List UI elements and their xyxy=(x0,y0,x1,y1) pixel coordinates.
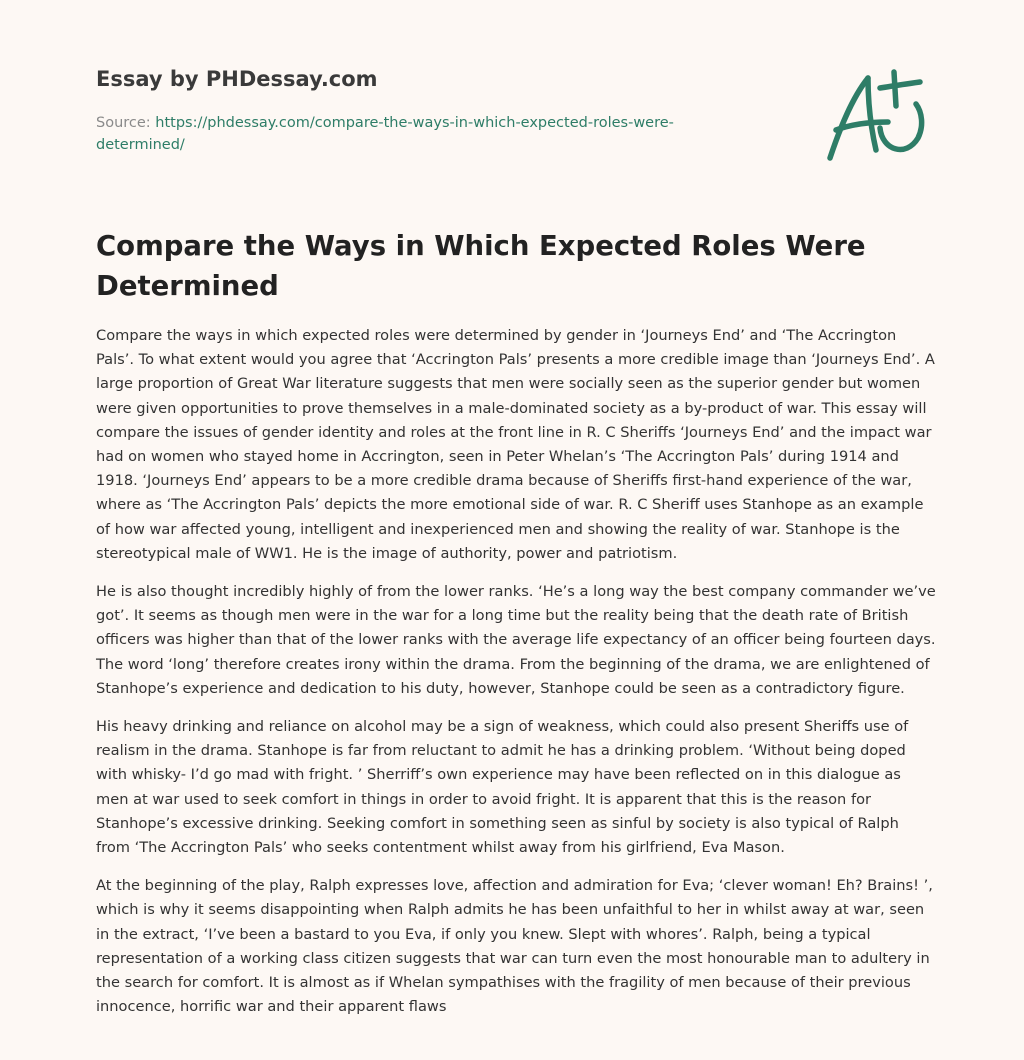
site-brand: Essay by PHDessay.com xyxy=(96,67,378,91)
source-label: Source: xyxy=(96,115,156,131)
source-line xyxy=(96,112,736,156)
article-paragraph: At the beginning of the play, Ralph expresses love, affection and admiration for Eva; ‘clever woman! Eh? Brains! ’, which is why it seems disappointing when Ralph admits he has been unfaithful to her in whilst away at war, seen in the extract, ‘I’ve been a bastard to you Eva, if only you knew. Slept with whores’. Ralph, being a typical representation of a working class citizen suggests that war can turn even the most honourable man to adultery in the search for comfort. It is almost as if Whelan sympathises with the fragility of men because of their previous innocence, horrific war and their apparent flaws xyxy=(96,877,933,1016)
article-paragraph: He is also thought incredibly highly of from the lower ranks. ‘He’s a long way the best company commander we’ve got’. It seems as though men were in the war for a long time but the reality being that the death rate of British officers was higher than that of the lower ranks with the average life expectancy of an officer being fourteen days. The word ‘long’ therefore creates irony within the drama. From the beginning of the drama, we are enlightened of Stanhope’s experience and dedication to his duty, however, Stanhope could be seen as a contradictory figure. xyxy=(96,583,936,697)
a-plus-logo-icon xyxy=(822,66,932,166)
article-paragraph: His heavy drinking and reliance on alcohol may be a sign of weakness, which could also present Sheriffs use of realism in the drama. Stanhope is far from reluctant to admit he has a drinking problem. ‘Without being doped with whisky- I’d go mad with fright. ’ Sherriff’s own experience may have been reflected on in this dialogue as men at war used to seek comfort in things in order to avoid fright. It is apparent that this is the reason for Stanhope’s excessive drinking. Seeking comfort in something seen as sinful by society is also typical of Ralph from ‘The Accrington Pals’ who seeks contentment whilst away from his girlfriend, Eva Mason. xyxy=(96,718,909,857)
article-body xyxy=(96,324,936,1033)
source-link[interactable]: https://phdessay.com/compare-the-ways-in-which-expected-roles-were-determined/ xyxy=(96,115,674,153)
article-paragraph: Compare the ways in which expected roles were determined by gender in ‘Journeys End’ and ‘The Accrington Pals’. To what extent would you agree that ‘Accrington Pals’ presents a more credible image than ‘Journeys End’. A large proportion of Great War literature suggests that men were socially seen as the superior gender but women were given opportunities to prove themselves in a male-dominated society as a by-product of war. This essay will compare the issues of gender identity and roles at the front line in R. C Sheriffs ‘Journeys End’ and the impact war had on women who stayed home in Accrington, seen in Peter Whelan’s ‘The Accrington Pals’ during 1914 and 1918. ‘Journeys End’ appears to be a more credible drama because of Sheriffs first-hand experience of the war, where as ‘The Accrington Pals’ depicts the more emotional side of war. R. C Sheriff uses Stanhope as an example of how war affected young, intelligent and inexperienced men and showing the reality of war. Stanhope is the stereotypical male of WW1. He is the image of authority, power and patriotism. xyxy=(96,327,935,562)
article-title: Compare the Ways in Which Expected Roles Were Determined xyxy=(96,230,866,302)
